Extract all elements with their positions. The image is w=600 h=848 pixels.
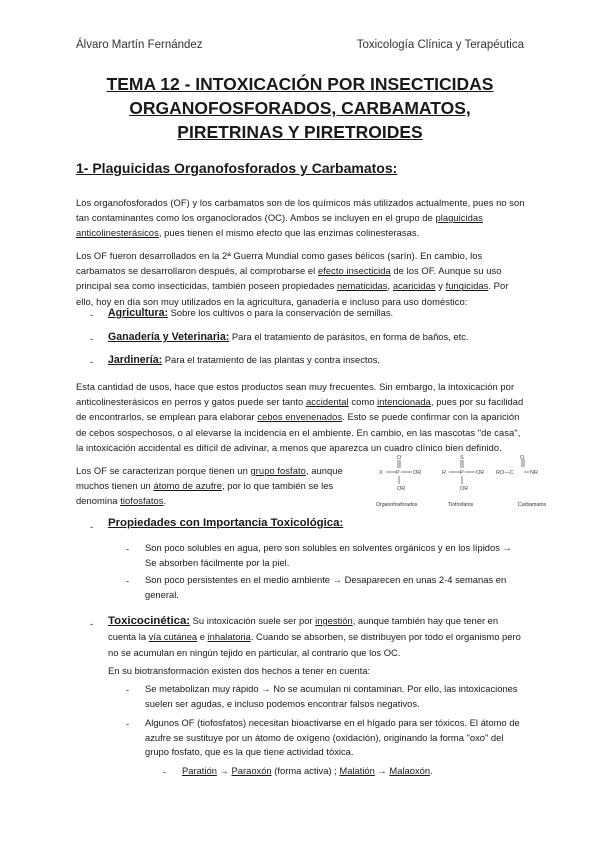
- figure-label-organofosforados: Organofosforados: [376, 502, 418, 508]
- bullet-dash: -: [90, 618, 94, 629]
- svg-text:OR: OR: [397, 486, 406, 492]
- underlined-term: Paraoxón: [231, 765, 272, 776]
- header-course: Toxicología Clínica y Terapéutica: [356, 39, 524, 51]
- bullet-dash: -: [163, 766, 167, 777]
- underlined-term: inhalatoria: [207, 631, 251, 643]
- title-line-1: TEMA 12 - INTOXICACIÓN POR INSECTICIDAS: [106, 74, 494, 94]
- properties-heading: Propiedades con Importancia Toxicológica:: [108, 517, 344, 529]
- title-line-3: PIRETRINAS Y PIRETROIDES: [177, 122, 423, 142]
- bullet-dash: -: [90, 356, 94, 367]
- bullet-dash: -: [126, 543, 130, 554]
- underlined-term: tiofosfatos: [120, 495, 164, 507]
- bullet-dash: -: [126, 718, 130, 729]
- list-item: Jardinería: Para el tratamiento de las plantas y contra insectos.: [108, 354, 380, 366]
- list-item: Se metabolizan muy rápido → No se acumulan ni contaminan. Por ello, las intoxicaciones suelen ser agudas, e incluso podemos encontrar falsos negativos.: [145, 683, 518, 709]
- toxicokinetics-paragraph: Toxicocinética: Su intoxicación suele ser por ingestión, aunque también hay que tener en cuenta la vía cutánea e inhalatoria. Cuando se absorben, se distribuyen por todo el organismo pero no se acumulan en ningún tejido en particular, al contrario que los OC.: [108, 615, 521, 658]
- bullet-dash: -: [126, 575, 130, 586]
- underlined-term: fungicidas: [445, 280, 489, 292]
- underlined-term: vía cutánea: [148, 631, 198, 643]
- underlined-term: cebos envenenados: [257, 411, 343, 423]
- figure-label-carbamatos: Carbamatos: [518, 502, 547, 508]
- underlined-term: nematicidas: [336, 280, 388, 292]
- underlined-term: acaricidas: [392, 280, 436, 292]
- list-item: Son poco persistentes en el medio ambiente → Desaparecen en unas 2-4 semanas en general.: [145, 574, 507, 600]
- svg-text:O: O: [397, 455, 402, 461]
- svg-text:P: P: [460, 470, 464, 476]
- section-heading: 1- Plaguicidas Organofosforados y Carbamatos:: [76, 160, 398, 176]
- underlined-term: plaguicidas anticolinesterásicos: [76, 212, 483, 239]
- svg-text:RO—C: RO—C: [496, 470, 514, 476]
- list-item: Agricultura: Sobre los cultivos o para la conservación de semillas.: [108, 307, 394, 319]
- list-item: Ganadería y Veterinaria: Para el tratamiento de parásitos, en forma de baños, etc.: [108, 331, 469, 343]
- paragraph-history: Los OF fueron desarrollados en la 2ª Guerra Mundial como gases bélicos (sarín). En cambio, los carbamatos se desarrollaron después, al comprobarse el efecto insecticida de los OF. Aunque su uso principal sea como insecticidas, también poseen propiedades nematicidas, acaricidas y fungicidas. Por ello, hoy en día son muy utilizados en la agricultura, ganadería e incluso para uso doméstico:: [76, 250, 509, 307]
- bullet-dash: -: [126, 684, 130, 695]
- title-line-2: ORGANOFOSFORADOS, CARBAMATOS,: [129, 98, 471, 118]
- header-author: Álvaro Martín Fernández: [76, 39, 203, 51]
- underlined-term: efecto insecticida: [317, 265, 391, 277]
- underlined-term: intencionada: [377, 396, 431, 408]
- svg-text:NR: NR: [530, 470, 538, 476]
- svg-text:OR: OR: [476, 470, 485, 476]
- paragraph-phosphate: Los OF se caracterizan porque tienen un grupo fosfato, aunque muchos tienen un átomo de azufre, por lo que también se les denomina tiofosfatos.: [76, 465, 343, 507]
- underlined-term: Malatión: [339, 765, 375, 776]
- figure-label-tiofosfatos: Tiofosfatos: [448, 502, 474, 508]
- bullet-dash: -: [90, 333, 94, 344]
- underlined-term: accidental: [305, 396, 349, 408]
- biotransformation-intro: En su biotransformación existen dos hechos a tener en cuenta:: [108, 665, 371, 676]
- svg-text:X: X: [379, 470, 383, 476]
- list-item: Son poco solubles en agua, pero son solubles en solventes orgánicos y en los lípidos → Se absorben fácilmente por la piel.: [145, 542, 512, 568]
- underlined-term: átomo de azufre: [153, 480, 222, 492]
- example-line: Paratión → Paraoxón (forma activa) ; Malatión → Malaoxón.: [182, 765, 433, 776]
- underlined-term: ingestión: [315, 615, 353, 626]
- page-title: [76, 72, 524, 144]
- bullet-dash: -: [90, 309, 94, 320]
- underlined-term: Malaoxón: [389, 765, 431, 776]
- chemical-structures-figure: [372, 452, 552, 516]
- underlined-term: grupo fosfato: [250, 465, 306, 476]
- paragraph-intoxication: Esta cantidad de usos, hace que estos productos sean muy frecuentes. Sin embargo, la intoxicación por anticolinesterásicos en perros y gatos puede ser tanto accidental como intencionada, pues por su facilidad de encontrarlos, se emplean para elaborar cebos envenenados. Esto se puede confirmar con la aparición de cebos sospechosos, o al elevarse la incidencia en el ambiente. En cambio, en las mascotas "de casa", la intoxicación accidental es difícil de adivinar, a menos que aparezca un cuadro clínico bien definido.: [76, 381, 524, 453]
- paragraph-intro: Los organofosforados (OF) y los carbamatos son de los químicos más utilizados actualmente, pues no son tan contaminantes como los organoclorados (OC). Ambos se incluyen en el grupo de plaguicidas anticolinesterásicos, pues tienen el mismo efecto que las enzimas colinesterasas.: [76, 197, 525, 239]
- toxicokinetics-heading: Toxicocinética:: [108, 615, 191, 627]
- underlined-term: Paratión: [182, 765, 217, 776]
- svg-text:S: S: [460, 455, 464, 461]
- bullet-dash: -: [90, 521, 94, 532]
- svg-text:P: P: [396, 470, 400, 476]
- svg-text:OR: OR: [413, 470, 422, 476]
- svg-text:O: O: [520, 455, 525, 461]
- list-item: Algunos OF (tiofosfatos) necesitan bioactivarse en el hígado para ser tóxicos. El átomo de azufre se sustituye por un átomo de oxígeno (oxidación), originando la forma "oxo" del grupo fosfato, que es la que tiene actividad tóxica.: [145, 717, 520, 758]
- svg-text:R: R: [442, 470, 446, 476]
- svg-text:OR: OR: [460, 486, 469, 492]
